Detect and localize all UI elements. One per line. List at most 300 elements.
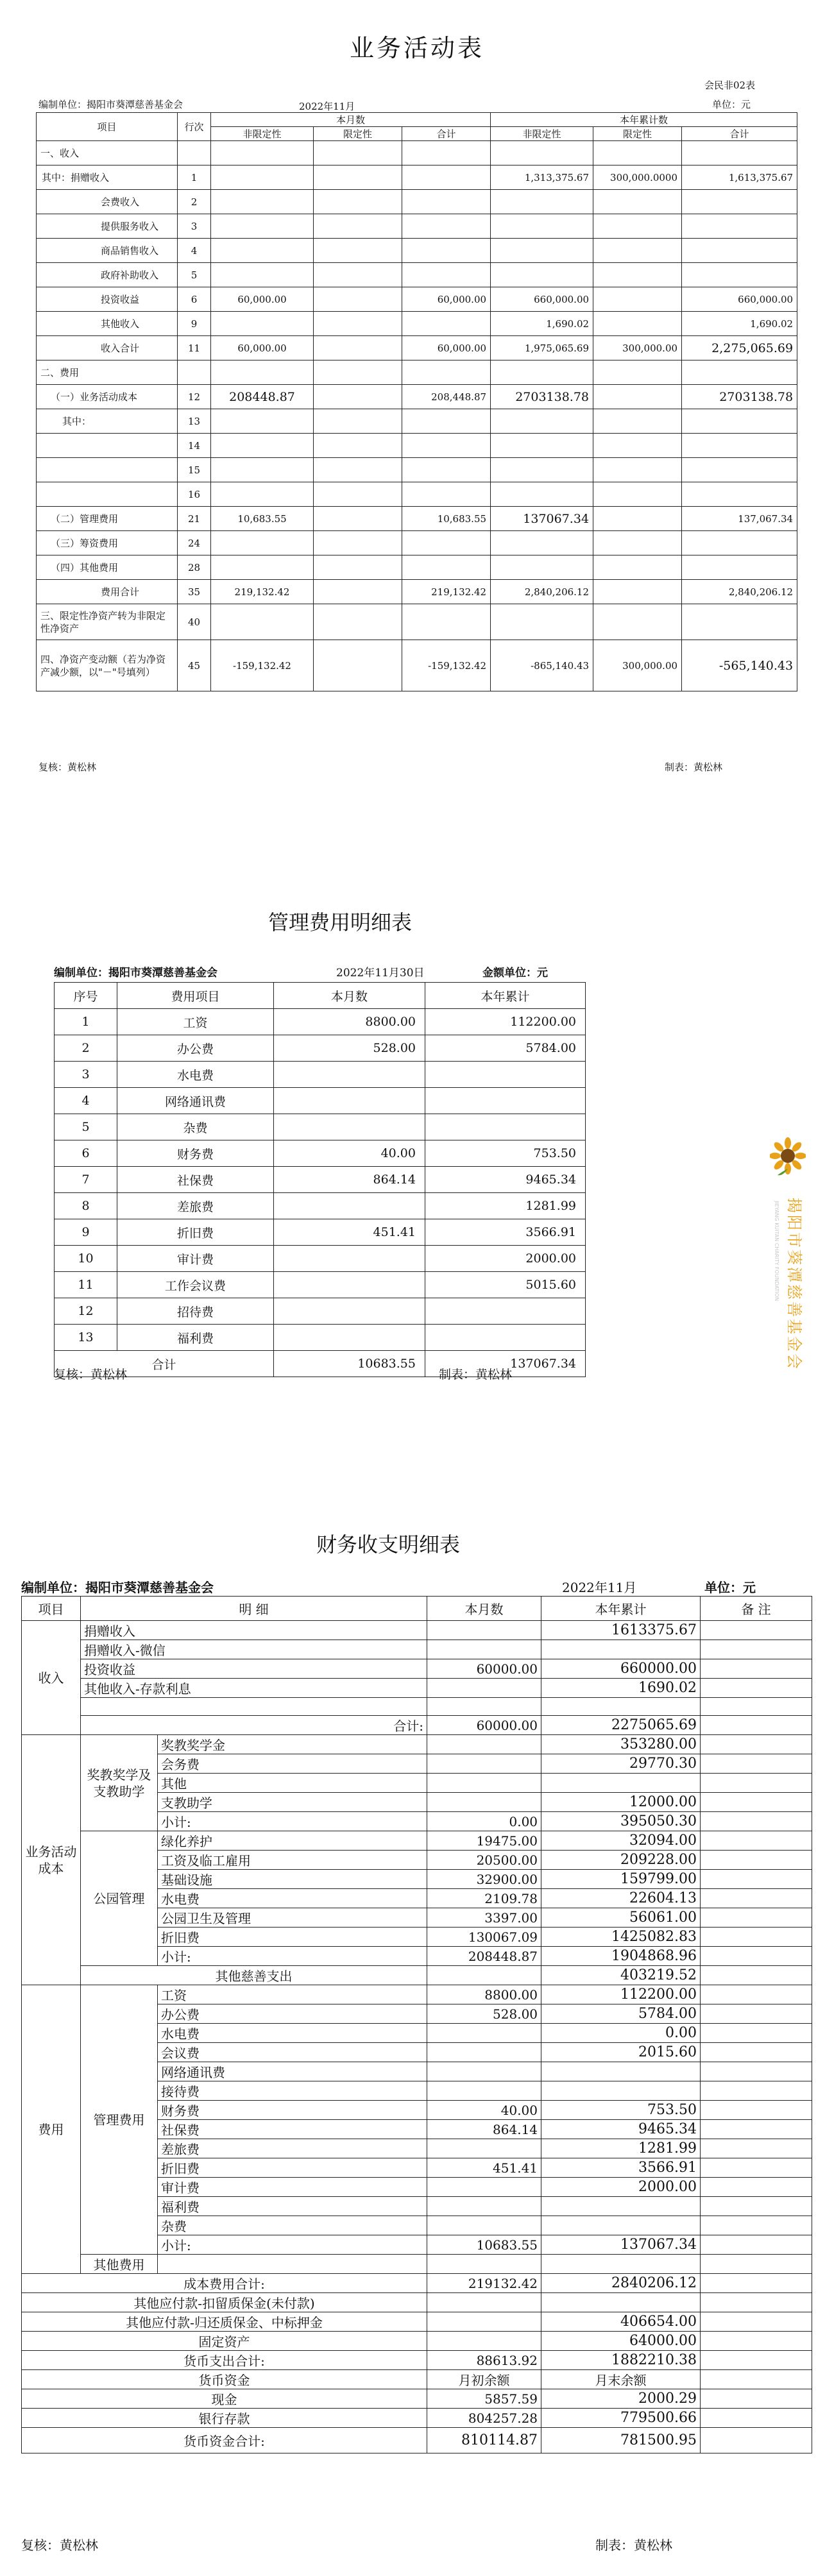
logo-text: 揭阳市葵潭慈善基金会: [785, 1198, 803, 1371]
value-ytd: 2015.60: [541, 2043, 701, 2062]
value-month: [427, 2081, 541, 2101]
row-item: 杂费: [117, 1114, 274, 1140]
note-cell: [701, 2332, 812, 2351]
value-m-r: [314, 239, 402, 263]
value-month: [427, 1754, 541, 1774]
table-row: [55, 1009, 586, 1035]
value-month: [427, 2139, 541, 2158]
value-y-u: 137067.34: [491, 507, 593, 531]
note-cell: [701, 2312, 812, 2332]
header-month-total: 合计: [402, 127, 491, 141]
value-y-u: [491, 409, 593, 434]
detail-other-expense: 其他费用: [81, 2255, 158, 2274]
table-row: [22, 1716, 812, 1735]
doc1-reviewer: 复核：黄松林: [38, 761, 97, 773]
value-y-r: [593, 385, 682, 409]
value-y-t: 137,067.34: [682, 507, 797, 531]
note-cell: [701, 1947, 812, 1966]
detail-label: 社保费: [158, 2120, 427, 2139]
value-month: 528.00: [427, 2004, 541, 2024]
header-ytd-restricted: 限定性: [593, 127, 682, 141]
value-m-u: [211, 141, 314, 165]
note-cell: [701, 1831, 812, 1851]
foundation-logo: [770, 1137, 806, 1457]
value-ytd: 209228.00: [541, 1851, 701, 1870]
row-month: [274, 1272, 425, 1298]
row-item: 工作会议费: [117, 1272, 274, 1298]
detail-label: 捐赠收入-微信: [81, 1640, 427, 1659]
value-ytd: 1904868.96: [541, 1947, 701, 1966]
value-y-r: [593, 531, 682, 555]
value-y-u: 1,690.02: [491, 312, 593, 336]
row-ytd: 1281.99: [425, 1193, 586, 1219]
value-y-u: 660,000.00: [491, 287, 593, 312]
value-m-u: [211, 239, 314, 263]
detail-label: 支教助学: [158, 1793, 427, 1812]
detail-other-charity: 其他慈善支出: [81, 1966, 427, 1985]
value-ytd: 1613375.67: [541, 1621, 701, 1640]
row-no: 1: [55, 1009, 117, 1035]
value-y-u: 1,313,375.67: [491, 165, 593, 190]
value-m-u: 10,683.55: [211, 507, 314, 531]
row-line-no: 40: [178, 604, 211, 640]
value-m-u: [211, 531, 314, 555]
header-month: 本月数: [211, 113, 491, 127]
detail-label: 会务费: [158, 1754, 427, 1774]
row-month: [274, 1193, 425, 1219]
value-month: [427, 2024, 541, 2043]
value-month: [427, 2332, 541, 2351]
row-label: 费用合计: [37, 580, 178, 604]
row-ytd: 5015.60: [425, 1272, 586, 1298]
note-cell: [701, 1793, 812, 1812]
total-month: 10683.55: [274, 1351, 425, 1377]
value-m-r: [314, 640, 402, 691]
value-m-t: -159,132.42: [402, 640, 491, 691]
value-m-t: [402, 482, 491, 507]
value-y-u: [491, 458, 593, 482]
row-item: 财务费: [117, 1140, 274, 1167]
value-m-t: 208,448.87: [402, 385, 491, 409]
value-ytd: 32094.00: [541, 1831, 701, 1851]
value-m-u: [211, 312, 314, 336]
header-detail: 明 细: [81, 1597, 427, 1621]
note-cell: [701, 1851, 812, 1870]
value-month: [427, 2043, 541, 2062]
value-ytd: [541, 2197, 701, 2216]
cash-label: 现金: [22, 2389, 427, 2409]
value-ytd: [541, 1774, 701, 1793]
note-cell: [701, 1889, 812, 1908]
value-m-r: [314, 312, 402, 336]
value-m-r: [314, 360, 402, 385]
value-m-t: [402, 555, 491, 580]
table-row: [37, 458, 797, 482]
table-row: [22, 2312, 812, 2332]
value-m-r: [314, 190, 402, 214]
detail-label: 绿化养护: [158, 1831, 427, 1851]
header-month: 本月数: [427, 1597, 541, 1621]
row-ytd: 112200.00: [425, 1009, 586, 1035]
value-y-t: [682, 482, 797, 507]
detail-label: 网络通讯费: [158, 2062, 427, 2081]
group-park-management: 公园管理: [81, 1831, 158, 1966]
value-month: [427, 1640, 541, 1659]
value-m-u: [211, 165, 314, 190]
table-row: [55, 1325, 586, 1351]
total-ytd: 137067.34: [425, 1351, 586, 1377]
table-row: [37, 409, 797, 434]
table-row: [22, 1621, 812, 1640]
row-no: 11: [55, 1272, 117, 1298]
row-label: [37, 434, 178, 458]
value-ytd: 1425082.83: [541, 1928, 701, 1947]
detail-label: 其他: [158, 1774, 427, 1793]
value-month: 60000.00: [427, 1659, 541, 1679]
row-no: 10: [55, 1246, 117, 1272]
value-y-t: 1,613,375.67: [682, 165, 797, 190]
payable-refund-label: 其他应付款-归还质保金、中标押金: [22, 2312, 427, 2332]
doc2-unit: 编制单位：揭阳市葵潭慈善基金会: [54, 967, 217, 979]
value-m-t: [402, 190, 491, 214]
row-no: 13: [55, 1325, 117, 1351]
row-line-no: 2: [178, 190, 211, 214]
note-cell: [701, 2158, 812, 2178]
row-label: 三、限定性净资产转为非限定性净资产: [37, 604, 178, 640]
value-m-t: [402, 531, 491, 555]
table-row: [37, 263, 797, 287]
detail-label: 办公费: [158, 2004, 427, 2024]
row-label: 一、收入: [37, 141, 178, 165]
row-item: 招待费: [117, 1298, 274, 1325]
doc1-unit: 编制单位：揭阳市葵潭慈善基金会: [38, 99, 183, 110]
note-cell: [701, 1908, 812, 1928]
value-ytd: 64000.00: [541, 2332, 701, 2351]
row-label: 政府补助收入: [37, 263, 178, 287]
group-management: 管理费用: [81, 1985, 158, 2255]
value-month: [427, 2197, 541, 2216]
table-row: [37, 312, 797, 336]
table-row: [37, 580, 797, 604]
note-cell: [701, 1754, 812, 1774]
bank-deposit-label: 银行存款: [22, 2409, 427, 2428]
value-m-r: [314, 555, 402, 580]
doc2-date: 2022年11月30日: [336, 967, 425, 979]
row-line-no: 35: [178, 580, 211, 604]
row-label: （一）业务活动成本: [37, 385, 178, 409]
table-row: [37, 239, 797, 263]
value-month: 208448.87: [427, 1947, 541, 1966]
detail-label: 公园卫生及管理: [158, 1908, 427, 1928]
value-y-u: 2703138.78: [491, 385, 593, 409]
value-y-r: [593, 312, 682, 336]
note-cell: [701, 2293, 812, 2312]
table-row: [22, 2255, 812, 2274]
value-month: 130067.09: [427, 1928, 541, 1947]
value-ytd: 1690.02: [541, 1679, 701, 1698]
row-month: [274, 1114, 425, 1140]
row-month: [274, 1325, 425, 1351]
value-y-u: [491, 531, 593, 555]
note-cell: [701, 1774, 812, 1793]
row-month: [274, 1298, 425, 1325]
detail-label: 审计费: [158, 2178, 427, 2197]
note-cell: [701, 2120, 812, 2139]
header-month-restricted: 限定性: [314, 127, 402, 141]
value-month: [427, 2293, 541, 2312]
value-y-t: 2703138.78: [682, 385, 797, 409]
value-ytd: [541, 1640, 701, 1659]
value-month: [427, 2062, 541, 2081]
value-month: [427, 1621, 541, 1640]
detail-label: 小计:: [158, 2235, 427, 2255]
table-row: [37, 287, 797, 312]
value-month: [427, 1735, 541, 1754]
cash-out-total-label: 货币支出合计:: [22, 2351, 427, 2370]
value-y-r: [593, 190, 682, 214]
value-month: 10683.55: [427, 2235, 541, 2255]
row-no: 7: [55, 1167, 117, 1193]
value-y-t: 2,840,206.12: [682, 580, 797, 604]
value-ytd: 2840206.12: [541, 2274, 701, 2293]
value-month: [427, 2255, 541, 2274]
value-month: 8800.00: [427, 1985, 541, 2004]
value-y-u: [491, 141, 593, 165]
table-row: [55, 1193, 586, 1219]
doc1-period: 2022年11月: [299, 101, 355, 112]
detail-label: 其他收入-存款利息: [81, 1679, 427, 1698]
header-month-unrestricted: 非限定性: [211, 127, 314, 141]
value-m-t: [402, 239, 491, 263]
value-m-u: [211, 214, 314, 239]
header-expense-item: 费用项目: [117, 983, 274, 1009]
note-cell: [701, 1621, 812, 1640]
row-label: （四）其他费用: [37, 555, 178, 580]
value-m-r: [314, 385, 402, 409]
monetary-funds-label: 货币资金: [22, 2370, 427, 2389]
value-month: 60000.00: [427, 1716, 541, 1735]
value-y-r: [593, 434, 682, 458]
table-row: [37, 141, 797, 165]
value-m-r: [314, 287, 402, 312]
table-row: [22, 2332, 812, 2351]
value-y-t: 2,275,065.69: [682, 336, 797, 360]
value-m-r: [314, 434, 402, 458]
detail-label: 投资收益: [81, 1659, 427, 1679]
row-line-no: 16: [178, 482, 211, 507]
detail-label: 杂费: [158, 2216, 427, 2235]
row-item: 水电费: [117, 1062, 274, 1088]
note-cell: [701, 2062, 812, 2081]
row-ytd: [425, 1325, 586, 1351]
header-ytd: 本年累计数: [491, 113, 797, 127]
note-cell: [701, 2178, 812, 2197]
value-y-r: [593, 482, 682, 507]
value-ytd: 753.50: [541, 2101, 701, 2120]
doc2-currency: 金额单位：元: [482, 967, 548, 979]
finance-detail-table: [21, 1596, 812, 2453]
table-row: [22, 1698, 812, 1716]
value-m-r: [314, 214, 402, 239]
value-ytd: 112200.00: [541, 1985, 701, 2004]
table-row: [22, 2293, 812, 2312]
row-label: 收入合计: [37, 336, 178, 360]
sunflower-icon: [770, 1137, 806, 1175]
row-line-no: 5: [178, 263, 211, 287]
row-month: [274, 1088, 425, 1114]
doc3-title: 财务收支明细表: [316, 1532, 460, 1557]
row-month: [274, 1062, 425, 1088]
row-line-no: 45: [178, 640, 211, 691]
value-y-t: [682, 141, 797, 165]
row-item: 工资: [117, 1009, 274, 1035]
row-label: [37, 482, 178, 507]
note-cell: [701, 1716, 812, 1735]
value-month: 40.00: [427, 2101, 541, 2120]
detail-label: 小计:: [158, 1947, 427, 1966]
row-item: 办公费: [117, 1035, 274, 1062]
row-line-no: 6: [178, 287, 211, 312]
value-month: 0.00: [427, 1812, 541, 1831]
value-month: 20500.00: [427, 1851, 541, 1870]
value-open: 810114.87: [427, 2428, 541, 2453]
header-no: 序号: [55, 983, 117, 1009]
detail-label: 财务费: [158, 2101, 427, 2120]
value-month: [427, 2312, 541, 2332]
note-cell: [701, 2235, 812, 2255]
doc1-title: 业务活动表: [349, 34, 484, 62]
value-y-r: [593, 287, 682, 312]
value-month: 5857.59: [427, 2389, 541, 2409]
detail-label: 接待费: [158, 2081, 427, 2101]
row-label: 投资收益: [37, 287, 178, 312]
value-month: [427, 2178, 541, 2197]
doc2-title: 管理费用明细表: [268, 910, 412, 935]
value-ytd: 2000.29: [541, 2389, 701, 2409]
value-m-t: [402, 434, 491, 458]
value-y-t: [682, 214, 797, 239]
row-line-no: 13: [178, 409, 211, 434]
value-m-u: 208448.87: [211, 385, 314, 409]
table-row: [55, 1140, 586, 1167]
value-m-t: [402, 360, 491, 385]
value-m-u: [211, 434, 314, 458]
value-month: 864.14: [427, 2120, 541, 2139]
table-row: [22, 2274, 812, 2293]
value-ytd: 12000.00: [541, 1793, 701, 1812]
header-item: 项目: [37, 113, 178, 141]
value-y-r: [593, 239, 682, 263]
detail-label: 福利费: [158, 2197, 427, 2216]
note-cell: [701, 1679, 812, 1698]
row-item: 网络通讯费: [117, 1088, 274, 1114]
row-month: 8800.00: [274, 1009, 425, 1035]
value-m-r: [314, 165, 402, 190]
table-row: [55, 1114, 586, 1140]
value-m-t: 60,000.00: [402, 287, 491, 312]
row-line-no: 21: [178, 507, 211, 531]
detail-label: 捐赠收入: [81, 1621, 427, 1640]
row-line-no: 4: [178, 239, 211, 263]
note-cell: [701, 1812, 812, 1831]
value-ytd: 403219.52: [541, 1966, 701, 1985]
doc1-form-code: 会民非02表: [704, 80, 756, 91]
value-y-t: 660,000.00: [682, 287, 797, 312]
value-y-t: [682, 239, 797, 263]
value-ytd: [541, 2081, 701, 2101]
fixed-assets-label: 固定资产: [22, 2332, 427, 2351]
row-no: 9: [55, 1219, 117, 1246]
detail-label: 水电费: [158, 2024, 427, 2043]
note-cell: [701, 2101, 812, 2120]
business-activity-table: [36, 112, 797, 691]
value-m-t: [402, 458, 491, 482]
doc1-currency: 单位：元: [712, 99, 751, 110]
table-row: [37, 555, 797, 580]
note-cell: [701, 2409, 812, 2428]
note-cell: [701, 1870, 812, 1889]
table-row: [37, 434, 797, 458]
value-y-r: [593, 604, 682, 640]
header-ytd-total: 合计: [682, 127, 797, 141]
value-m-u: -159,132.42: [211, 640, 314, 691]
value-m-t: [402, 312, 491, 336]
row-label: 四、净资产变动额（若为净资产减少额，以"－"号填列）: [37, 640, 178, 691]
value-m-t: 10,683.55: [402, 507, 491, 531]
value-month: [427, 2216, 541, 2235]
value-y-r: 300,000.00: [593, 640, 682, 691]
value-ytd: 5784.00: [541, 2004, 701, 2024]
row-line-no: 28: [178, 555, 211, 580]
value-m-t: [402, 214, 491, 239]
value-ytd: 9465.34: [541, 2120, 701, 2139]
doc1-preparer: 制表：黄松林: [665, 761, 723, 773]
section-income: 收入: [22, 1621, 81, 1735]
row-label: 其中：捐赠收入: [37, 165, 178, 190]
value-month: 19475.00: [427, 1831, 541, 1851]
value-m-t: [402, 409, 491, 434]
row-ytd: [425, 1298, 586, 1325]
value-ytd: [541, 2255, 701, 2274]
table-row: [22, 1659, 812, 1679]
row-line-no: 11: [178, 336, 211, 360]
value-month: [427, 1774, 541, 1793]
cost-total-label: 成本费用合计:: [22, 2274, 427, 2293]
value-m-r: [314, 458, 402, 482]
value-m-r: [314, 507, 402, 531]
row-item: 折旧费: [117, 1219, 274, 1246]
table-row: [22, 2428, 812, 2453]
note-cell: [701, 1640, 812, 1659]
table-row: [22, 2389, 812, 2409]
value-m-t: [402, 141, 491, 165]
value-ytd: [541, 2062, 701, 2081]
value-m-r: [314, 141, 402, 165]
row-label: [37, 458, 178, 482]
row-month: 864.14: [274, 1167, 425, 1193]
value-y-u: [491, 555, 593, 580]
value-m-r: [314, 580, 402, 604]
payable-retention-label: 其他应付款-扣留质保金(未付款): [22, 2293, 427, 2312]
row-line-no: 15: [178, 458, 211, 482]
row-line-no: 1: [178, 165, 211, 190]
row-line-no: 12: [178, 385, 211, 409]
value-ytd: 0.00: [541, 2024, 701, 2043]
table-row: [22, 2351, 812, 2370]
row-month: 528.00: [274, 1035, 425, 1062]
table-row: [22, 1679, 812, 1698]
table-row: [37, 385, 797, 409]
